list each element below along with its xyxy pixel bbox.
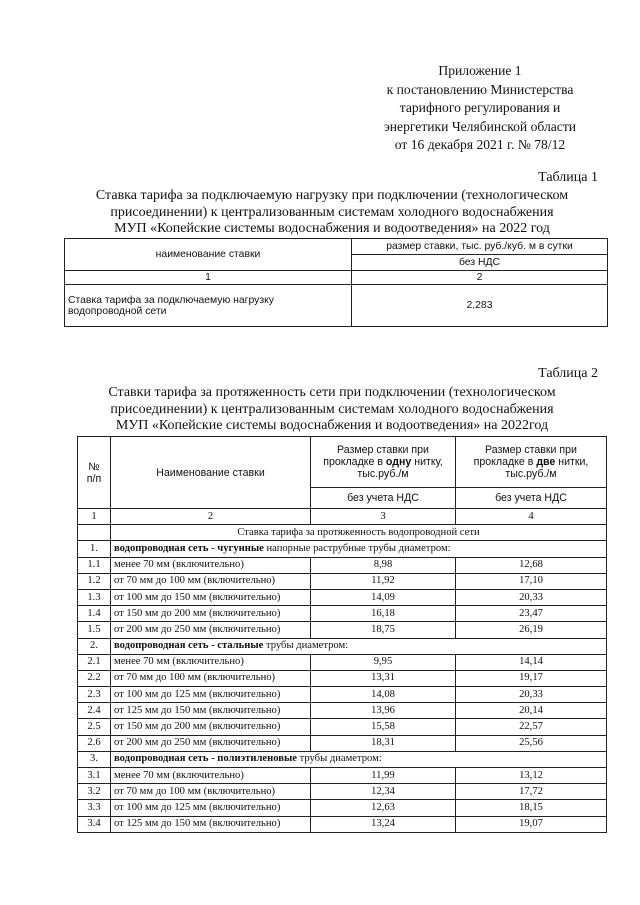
row-value-two: 13,12 bbox=[456, 768, 607, 784]
group-title-bold: водопроводная сеть - чугунные bbox=[114, 542, 264, 554]
table2-colnum: 1 bbox=[78, 509, 111, 525]
table1-title bbox=[52, 188, 612, 238]
appendix-line: тарифного регулирования и bbox=[399, 100, 561, 115]
row-number: 2.2 bbox=[78, 670, 111, 686]
appendix-line: энергетики Челябинской области bbox=[383, 118, 577, 134]
table1 bbox=[64, 238, 608, 327]
table2-label: Таблица 2 bbox=[538, 366, 598, 381]
table-row bbox=[78, 670, 607, 686]
table1-row-name-line: Ставка тарифа за подключаемую нагрузку bbox=[68, 294, 274, 306]
row-value-two: 20,33 bbox=[456, 589, 607, 605]
row-value-one: 15,58 bbox=[311, 719, 456, 735]
row-number: 1.3 bbox=[78, 589, 111, 605]
table2-head-one-line: тыс.руб./м bbox=[357, 468, 409, 480]
head-text: прокладке в bbox=[323, 456, 386, 468]
table2-vat-one: без учета НДС bbox=[311, 488, 456, 509]
row-name: от 150 мм до 200 мм (включительно) bbox=[111, 606, 311, 622]
table2-title-line: МУП «Копейские системы водоснабжения и водоотведения» на 2022год bbox=[115, 418, 549, 433]
row-value-one: 9,95 bbox=[311, 654, 456, 670]
row-name: от 70 мм до 100 мм (включительно) bbox=[111, 573, 311, 589]
group-title bbox=[111, 638, 607, 654]
table1-colnum: 2 bbox=[352, 271, 608, 285]
table2-group-row bbox=[78, 541, 607, 557]
appendix-header bbox=[330, 62, 630, 155]
row-number: 2.4 bbox=[78, 703, 111, 719]
row-value-one: 16,18 bbox=[311, 606, 456, 622]
row-name: от 70 мм до 100 мм (включительно) bbox=[111, 670, 311, 686]
row-value-one: 13,96 bbox=[311, 703, 456, 719]
table-row bbox=[78, 816, 607, 832]
row-value-one: 18,75 bbox=[311, 622, 456, 638]
appendix-line: от 16 декабря 2021 г. № 78/12 bbox=[394, 137, 566, 152]
table1-row-value: 2,283 bbox=[352, 285, 608, 327]
table-row bbox=[78, 573, 607, 589]
row-number: 3.4 bbox=[78, 816, 111, 832]
row-value-one: 13,31 bbox=[311, 670, 456, 686]
row-name: от 100 мм до 150 мм (включительно) bbox=[111, 589, 311, 605]
head-text-bold: одну bbox=[385, 456, 412, 468]
table2-head-two bbox=[456, 437, 607, 488]
row-name: от 125 мм до 150 мм (включительно) bbox=[111, 703, 311, 719]
table1-row-name-line: водопроводной сети bbox=[68, 305, 167, 317]
table2-head-num-line: № bbox=[88, 460, 100, 473]
row-value-two: 17,10 bbox=[456, 573, 607, 589]
table1-head-size: размер ставки, тыс. руб./куб. м в сутки bbox=[352, 239, 608, 255]
table-row bbox=[78, 687, 607, 703]
table2-head-two-line: тыс.руб./м bbox=[505, 468, 557, 480]
row-name: менее 70 мм (включительно) bbox=[111, 557, 311, 573]
group-title bbox=[111, 541, 607, 557]
row-number: 2.3 bbox=[78, 687, 111, 703]
row-name: от 100 мм до 125 мм (включительно) bbox=[111, 687, 311, 703]
row-name: от 200 мм до 250 мм (включительно) bbox=[111, 735, 311, 751]
row-value-two: 19,17 bbox=[456, 670, 607, 686]
row-value-two: 22,57 bbox=[456, 719, 607, 735]
row-value-one: 12,63 bbox=[311, 800, 456, 816]
table2-title-line: присоединении) к централизованным системам холодного водоснабжения bbox=[110, 401, 554, 417]
row-number: 1.4 bbox=[78, 606, 111, 622]
table2-head-num bbox=[78, 437, 111, 509]
row-name: от 70 мм до 100 мм (включительно) bbox=[111, 784, 311, 800]
row-value-two: 26,19 bbox=[456, 622, 607, 638]
group-title-rest: трубы диаметром: bbox=[263, 640, 349, 652]
row-value-two: 20,14 bbox=[456, 703, 607, 719]
row-value-two: 23,47 bbox=[456, 606, 607, 622]
table2-group-row bbox=[78, 638, 607, 654]
row-number: 1.2 bbox=[78, 573, 111, 589]
row-value-two: 14,14 bbox=[456, 654, 607, 670]
row-value-two: 19,07 bbox=[456, 816, 607, 832]
row-value-two: 25,56 bbox=[456, 735, 607, 751]
row-value-one: 14,09 bbox=[311, 589, 456, 605]
row-number: 3.3 bbox=[78, 800, 111, 816]
row-value-two: 18,15 bbox=[456, 800, 607, 816]
table-row bbox=[78, 719, 607, 735]
table2-vat-two: без учета НДС bbox=[456, 488, 607, 509]
row-value-one: 8,98 bbox=[311, 557, 456, 573]
table-row bbox=[78, 703, 607, 719]
group-title-bold: водопроводная сеть - стальные bbox=[114, 640, 264, 652]
table2-section-empty bbox=[78, 525, 111, 541]
head-text: прокладке в bbox=[473, 456, 537, 468]
table1-title-line: Ставка тарифа за подключаемую нагрузку при подключении (технологическом bbox=[95, 188, 569, 203]
row-value-one: 13,24 bbox=[311, 816, 456, 832]
table2-title bbox=[52, 385, 612, 435]
appendix-line: к постановлению Министерства bbox=[386, 81, 574, 97]
table2-head-name: Наименование ставки bbox=[111, 437, 311, 509]
table-row bbox=[78, 557, 607, 573]
table-row bbox=[78, 768, 607, 784]
row-name: от 150 мм до 200 мм (включительно) bbox=[111, 719, 311, 735]
group-title bbox=[111, 751, 607, 767]
head-text: нитку, bbox=[411, 456, 443, 468]
row-name: менее 70 мм (включительно) bbox=[111, 654, 311, 670]
row-number: 2.1 bbox=[78, 654, 111, 670]
table1-row-name bbox=[65, 285, 352, 327]
group-number: 3. bbox=[78, 751, 111, 767]
row-value-two: 12,68 bbox=[456, 557, 607, 573]
table1-colnum: 1 bbox=[65, 271, 352, 285]
row-number: 2.6 bbox=[78, 735, 111, 751]
table2-head-num-line: п/п bbox=[86, 472, 102, 485]
table2-head-one bbox=[311, 437, 456, 488]
table2 bbox=[77, 436, 607, 833]
row-name: от 125 мм до 150 мм (включительно) bbox=[111, 816, 311, 832]
row-value-one: 11,99 bbox=[311, 768, 456, 784]
group-number: 1. bbox=[78, 541, 111, 557]
table2-colnum: 4 bbox=[456, 509, 607, 525]
table1-head-vat: без НДС bbox=[352, 255, 608, 271]
table-row bbox=[78, 735, 607, 751]
table2-head-one-line bbox=[314, 456, 452, 468]
row-value-one: 11,92 bbox=[311, 573, 456, 589]
table1-title-line: присоединении) к централизованным системам холодного водоснабжения bbox=[110, 204, 554, 220]
table2-head-one-line: Размер ставки при bbox=[337, 444, 429, 456]
row-value-one: 12,34 bbox=[311, 784, 456, 800]
row-value-two: 17,72 bbox=[456, 784, 607, 800]
row-number: 3.2 bbox=[78, 784, 111, 800]
table1-head-name: наименование ставки bbox=[65, 239, 352, 271]
table2-title-line: Ставки тарифа за протяженность сети при подключении (технологическом bbox=[108, 385, 556, 400]
row-name: от 200 мм до 250 мм (включительно) bbox=[111, 622, 311, 638]
head-text-bold: две bbox=[536, 456, 556, 468]
table2-head-two-line bbox=[459, 456, 603, 468]
row-number: 1.5 bbox=[78, 622, 111, 638]
row-number: 2.5 bbox=[78, 719, 111, 735]
table2-section-title: Ставка тарифа за протяженность водопроводной сети bbox=[111, 525, 607, 541]
table2-group-row bbox=[78, 751, 607, 767]
row-value-one: 14,08 bbox=[311, 687, 456, 703]
group-title-rest: напорные раструбные трубы диаметром: bbox=[263, 542, 451, 554]
row-name: менее 70 мм (включительно) bbox=[111, 768, 311, 784]
table-row bbox=[78, 784, 607, 800]
row-number: 3.1 bbox=[78, 768, 111, 784]
row-number: 1.1 bbox=[78, 557, 111, 573]
appendix-line: Приложение 1 bbox=[438, 63, 522, 78]
table-row bbox=[78, 800, 607, 816]
table-row bbox=[78, 622, 607, 638]
group-number: 2. bbox=[78, 638, 111, 654]
table-row bbox=[78, 654, 607, 670]
row-name: от 100 мм до 125 мм (включительно) bbox=[111, 800, 311, 816]
table1-label: Таблица 1 bbox=[538, 170, 598, 185]
group-title-rest: трубы диаметром: bbox=[296, 753, 382, 765]
group-title-bold: водопроводная сеть - полиэтиленовые bbox=[114, 753, 297, 765]
table-row bbox=[78, 606, 607, 622]
table2-head-two-line: Размер ставки при bbox=[485, 444, 577, 456]
row-value-one: 18,31 bbox=[311, 735, 456, 751]
table-row bbox=[78, 589, 607, 605]
table2-colnum: 3 bbox=[311, 509, 456, 525]
table1-title-line: МУП «Копейские системы водоснабжения и водоотведения» на 2022 год bbox=[114, 221, 550, 236]
head-text: нитки, bbox=[555, 456, 589, 468]
row-value-two: 20,33 bbox=[456, 687, 607, 703]
table2-colnum: 2 bbox=[111, 509, 311, 525]
